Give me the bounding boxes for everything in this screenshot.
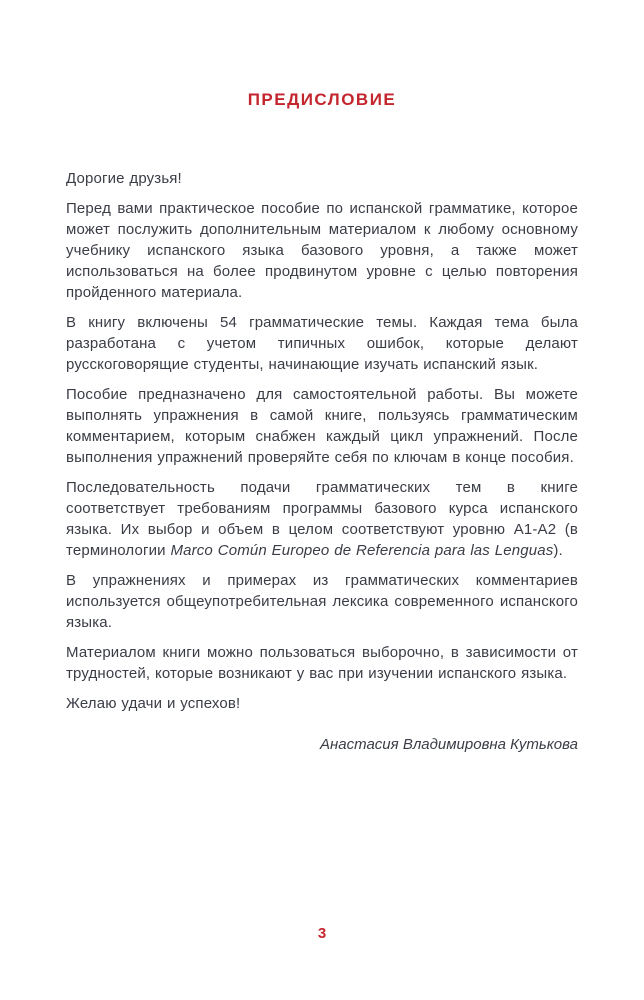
author-signature: Анастасия Владимировна Кутькова <box>320 736 578 753</box>
text-run: Пособие предназначено для самостоятельной работы. Вы можете выполнять упражнения в самой книге, пользуясь грамматическим комментарием, которым снабжен каждый цикл упражнений. После выполнения упражнений проверяйте себя по ключам в конце пособия. <box>66 386 578 466</box>
paragraph <box>66 477 578 561</box>
paragraph <box>66 570 578 633</box>
text-run: Материалом книги можно пользоваться выборочно, в зависимости от трудностей, которые возникают у вас при изучении испанского языка. <box>66 644 578 682</box>
text-run: Желаю удачи и успехов! <box>66 695 241 712</box>
preface-text <box>66 168 578 714</box>
text-run: Дорогие друзья! <box>66 170 182 187</box>
text-run: В упражнениях и примерах из грамматических комментариев используется общеупотребительная лексика современного испанского языка. <box>66 572 578 631</box>
paragraph <box>66 198 578 303</box>
page-title: ПРЕДИСЛОВИЕ <box>247 90 397 109</box>
text-run: Последовательность подачи грамматических тем в книге соответствует требованиям программы базового курса испанского языка. Их выбор и объем в целом соответствуют уровню A1-A2 (в терминологии <box>66 479 578 559</box>
paragraph <box>66 384 578 468</box>
text-run: Перед вами практическое пособие по испанской грамматике, которое может послужить дополнительным материалом к любому основному учебнику испанского языка базового уровня, а также может использоваться на более продвинутом уровне с целью повторения пройденного материала. <box>66 200 578 301</box>
text-run: В книгу включены 54 грамматические темы. Каждая тема была разработана с учетом типичных ошибок, которые делают русскоговорящие студенты, начинающие изучать испанский язык. <box>66 314 578 373</box>
paragraph <box>66 312 578 375</box>
italic-text-run: Marco Común Europeo de Referencia para las Lenguas <box>170 542 554 559</box>
paragraph <box>66 693 578 714</box>
text-run: ). <box>553 542 563 559</box>
page-number: 3 <box>317 925 327 942</box>
paragraph <box>66 642 578 684</box>
paragraph <box>66 168 578 189</box>
